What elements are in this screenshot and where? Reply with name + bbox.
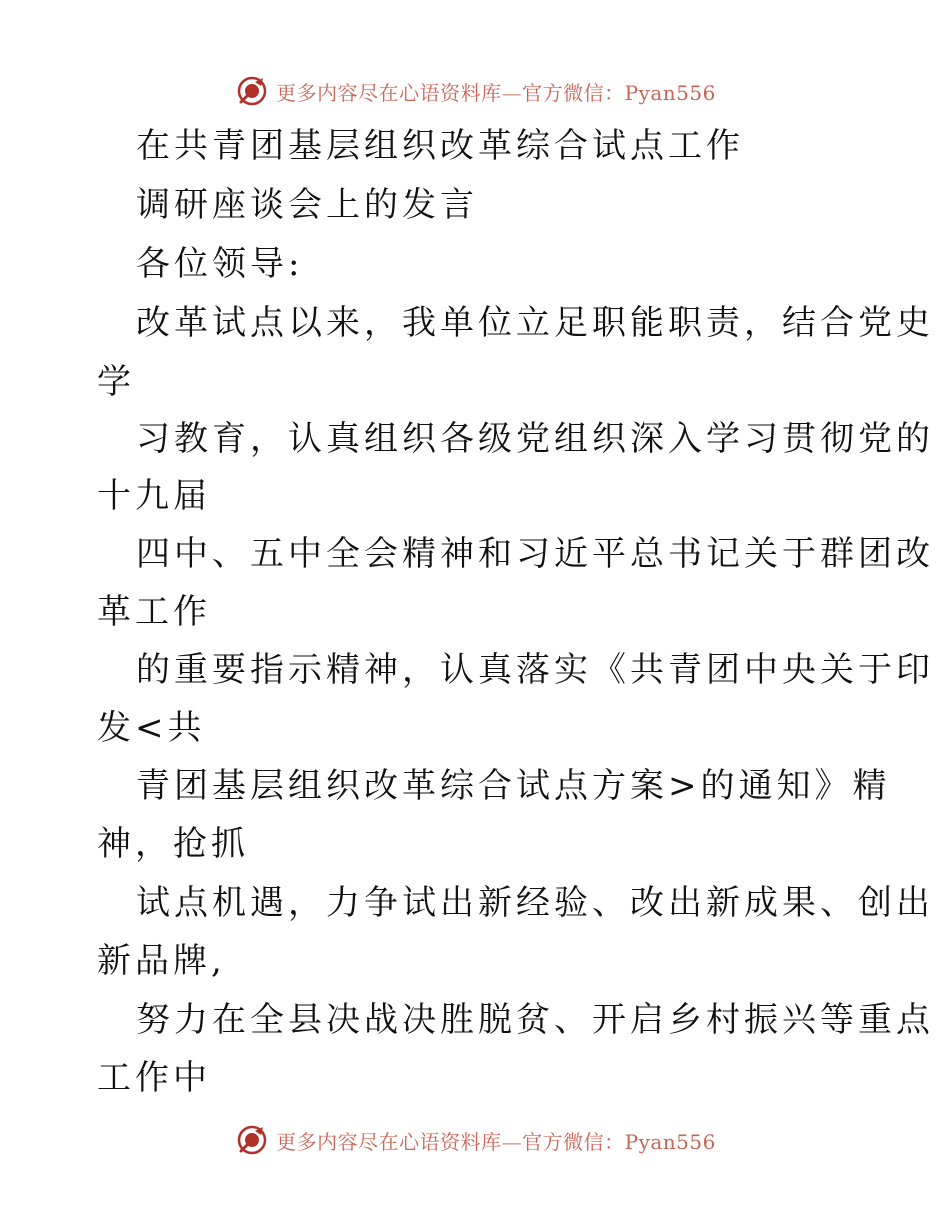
footer-banner — [0, 1118, 950, 1162]
salutation: 各位领导: — [136, 244, 304, 284]
pen-nib-seal-icon — [234, 1122, 270, 1158]
text-line: 神，抢抓 — [97, 824, 249, 864]
text-line: 习教育，认真组织各级党组织深入学习贯彻党的 — [136, 419, 934, 459]
text-line: 十九届 — [97, 476, 211, 516]
text-line: 学 — [97, 362, 135, 402]
text-line: 工作中 — [97, 1058, 211, 1098]
text-line: 新品牌, — [97, 941, 226, 981]
text-line: 青团基层组织改革综合试点方案>的通知》精 — [136, 766, 891, 806]
pen-nib-seal-icon — [234, 73, 270, 109]
banner-tail: 官方微信：Pyan556 — [522, 1129, 716, 1154]
banner-main: 更多内容尽在心语资料库 — [276, 1129, 502, 1154]
banner-text — [276, 1126, 716, 1155]
banner-text — [276, 77, 716, 106]
title-line-1: 在共青团基层组织改革综合试点工作 — [136, 126, 744, 166]
header-banner — [0, 69, 950, 113]
banner-main: 更多内容尽在心语资料库 — [276, 80, 502, 105]
text-line: 改革试点以来，我单位立足职能职责，结合党史 — [136, 303, 934, 343]
text-line: 四中、五中全会精神和习近平总书记关于群团改 — [136, 534, 934, 574]
banner-tail: 官方微信：Pyan556 — [522, 80, 716, 105]
title-line-2: 调研座谈会上的发言 — [136, 185, 478, 225]
text-line: 发<共 — [97, 708, 206, 748]
text-line: 努力在全县决战决胜脱贫、开启乡村振兴等重点 — [136, 1000, 934, 1040]
text-line: 试点机遇，力争试出新经验、改出新成果、创出 — [136, 883, 934, 923]
banner-sep: — — [501, 80, 523, 105]
banner-sep: — — [501, 1129, 523, 1154]
text-line: 的重要指示精神，认真落实《共青团中央关于印 — [136, 650, 934, 690]
text-line: 革工作 — [97, 592, 211, 632]
